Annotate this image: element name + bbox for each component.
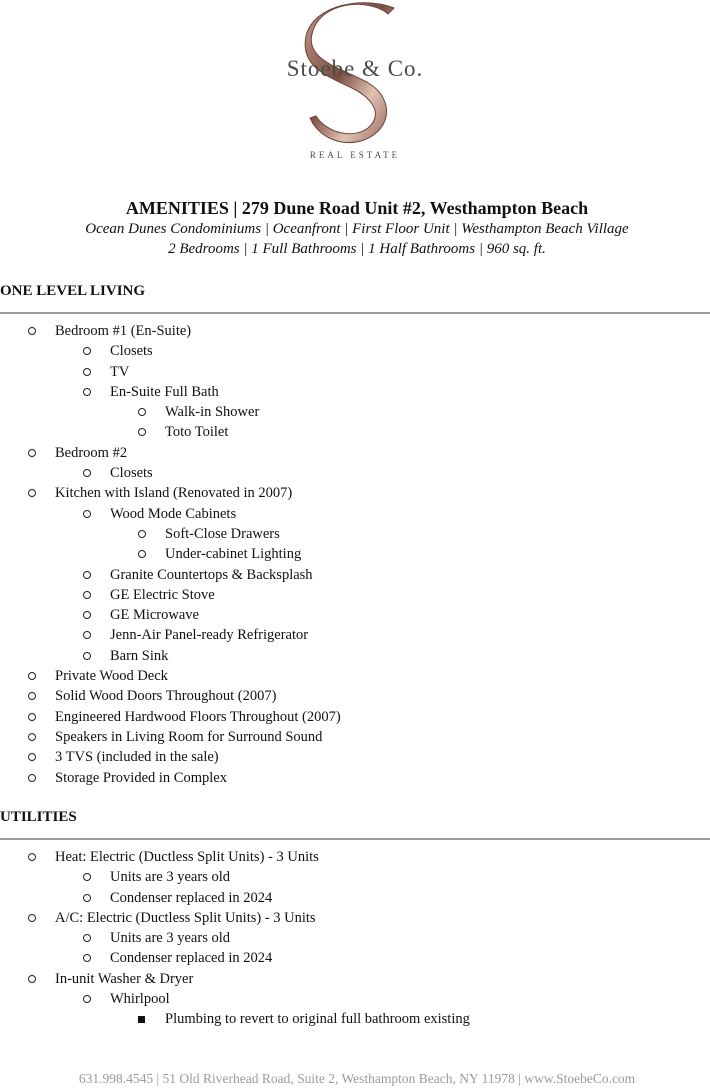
list-item-text: TV xyxy=(110,363,130,380)
page-title: AMENITIES | 279 Dune Road Unit #2, Westhampton Beach xyxy=(125,198,589,218)
list-item xyxy=(0,646,710,666)
list-item xyxy=(0,422,710,442)
list-item-text: Engineered Hardwood Floors Throughout (2007) xyxy=(55,708,341,725)
circle-bullet-icon xyxy=(83,585,93,605)
circle-bullet-icon xyxy=(83,382,93,402)
list-item-text: Bedroom #1 (En-Suite) xyxy=(55,323,192,339)
list-item xyxy=(0,1009,710,1029)
amenities-list xyxy=(0,321,710,788)
circle-bullet-icon xyxy=(83,867,93,887)
list-item-text: In-unit Washer & Dryer xyxy=(55,970,194,987)
circle-bullet-icon xyxy=(28,321,38,341)
list-item-text: Units are 3 years old xyxy=(110,869,230,886)
circle-bullet-icon xyxy=(83,646,93,666)
list-item xyxy=(0,544,710,564)
property-subtitle: Ocean Dunes Condominiums | Oceanfront | First Floor Unit | Westhampton Beach Village xyxy=(85,221,629,237)
list-item-text: Kitchen with Island (Renovated in 2007) xyxy=(55,485,293,502)
list-item xyxy=(0,341,710,361)
circle-bullet-icon xyxy=(138,544,148,564)
list-item-text: Toto Toilet xyxy=(165,424,229,441)
list-item xyxy=(0,928,710,948)
list-item xyxy=(0,768,710,788)
circle-bullet-icon xyxy=(83,463,93,483)
circle-bullet-icon xyxy=(83,341,93,361)
list-item xyxy=(0,362,710,382)
circle-bullet-icon xyxy=(28,747,38,767)
list-item-text: Speakers in Living Room for Surround Sound xyxy=(55,728,323,745)
list-item xyxy=(0,666,710,686)
section-divider xyxy=(0,838,710,840)
list-item xyxy=(0,625,710,645)
circle-bullet-icon xyxy=(28,908,38,928)
list-item-text: 3 TVS (included in the sale) xyxy=(55,749,219,766)
list-item xyxy=(0,707,710,727)
list-item-text: Whirlpool xyxy=(110,991,170,1008)
list-item-text: Bedroom #2 xyxy=(55,444,128,461)
list-item xyxy=(0,747,710,767)
circle-bullet-icon xyxy=(28,483,38,503)
list-item-text: Wood Mode Cabinets xyxy=(110,505,237,522)
list-item-text: Heat: Electric (Ductless Split Units) - 3 Units xyxy=(55,849,319,865)
utilities-list xyxy=(0,847,710,1030)
circle-bullet-icon xyxy=(28,686,38,706)
circle-bullet-icon xyxy=(83,989,93,1009)
list-item xyxy=(0,382,710,402)
list-item xyxy=(0,847,710,867)
circle-bullet-icon xyxy=(28,969,38,989)
section-divider xyxy=(0,312,710,314)
list-item-text: Plumbing to revert to original full bathroom existing xyxy=(165,1011,470,1028)
list-item xyxy=(0,463,710,483)
circle-bullet-icon xyxy=(28,727,38,747)
section-heading-one-level-living: ONE LEVEL LIVING xyxy=(0,283,146,299)
square-bullet-icon xyxy=(138,1009,148,1029)
company-logo xyxy=(0,0,710,165)
property-summary: 2 Bedrooms | 1 Full Bathrooms | 1 Half Bathrooms | 960 sq. ft. xyxy=(168,241,546,257)
list-item-text: Barn Sink xyxy=(110,647,169,664)
circle-bullet-icon xyxy=(138,524,148,544)
list-item-text: Condenser replaced in 2024 xyxy=(110,889,273,906)
list-item xyxy=(0,727,710,747)
list-item-text: Closets xyxy=(110,343,153,360)
brand-subtitle: REAL ESTATE xyxy=(309,150,401,160)
list-item xyxy=(0,402,710,422)
list-item xyxy=(0,585,710,605)
list-item-text: Units are 3 years old xyxy=(110,930,230,947)
circle-bullet-icon xyxy=(83,888,93,908)
list-item-text: Under-cabinet Lighting xyxy=(165,546,302,563)
circle-bullet-icon xyxy=(28,768,38,788)
list-item-text: Closets xyxy=(110,465,153,482)
list-item-text: Granite Countertops & Backsplash xyxy=(110,566,313,583)
list-item xyxy=(0,483,710,503)
circle-bullet-icon xyxy=(138,422,148,442)
circle-bullet-icon xyxy=(83,504,93,524)
circle-bullet-icon xyxy=(28,707,38,727)
list-item xyxy=(0,989,710,1009)
list-item xyxy=(0,969,710,989)
list-item xyxy=(0,948,710,968)
circle-bullet-icon xyxy=(83,605,93,625)
list-item-text: Jenn-Air Panel-ready Refrigerator xyxy=(110,627,309,644)
circle-bullet-icon xyxy=(83,948,93,968)
list-item xyxy=(0,867,710,887)
list-item xyxy=(0,321,710,341)
circle-bullet-icon xyxy=(83,565,93,585)
list-item xyxy=(0,524,710,544)
list-item xyxy=(0,686,710,706)
list-item-text: Soft-Close Drawers xyxy=(165,525,280,542)
circle-bullet-icon xyxy=(28,443,38,463)
circle-bullet-icon xyxy=(83,928,93,948)
footer-contact: 631.998.4545 | 51 Old Riverhead Road, Suite 2, Westhampton Beach, NY 11978 | www.StoebeCo.com xyxy=(78,1071,636,1086)
list-item-text: Walk-in Shower xyxy=(165,404,260,421)
list-item xyxy=(0,504,710,524)
circle-bullet-icon xyxy=(83,625,93,645)
list-item-text: GE Microwave xyxy=(110,607,199,624)
circle-bullet-icon xyxy=(83,362,93,382)
list-item-text: En-Suite Full Bath xyxy=(110,383,219,400)
circle-bullet-icon xyxy=(28,666,38,686)
list-item-text: Condenser replaced in 2024 xyxy=(110,950,273,967)
list-item xyxy=(0,443,710,463)
brand-name: Stoebe & Co. xyxy=(286,56,424,81)
list-item xyxy=(0,565,710,585)
list-item xyxy=(0,908,710,928)
list-item-text: Storage Provided in Complex xyxy=(55,769,227,786)
circle-bullet-icon xyxy=(138,402,148,422)
header-block xyxy=(0,197,710,259)
circle-bullet-icon xyxy=(28,847,38,867)
section-heading-utilities: UTILITIES xyxy=(0,809,77,825)
list-item-text: Solid Wood Doors Throughout (2007) xyxy=(55,688,277,705)
list-item-text: Private Wood Deck xyxy=(55,668,168,685)
list-item xyxy=(0,888,710,908)
list-item xyxy=(0,605,710,625)
list-item-text: GE Electric Stove xyxy=(110,586,215,603)
list-item-text: A/C: Electric (Ductless Split Units) - 3 Units xyxy=(55,909,316,926)
